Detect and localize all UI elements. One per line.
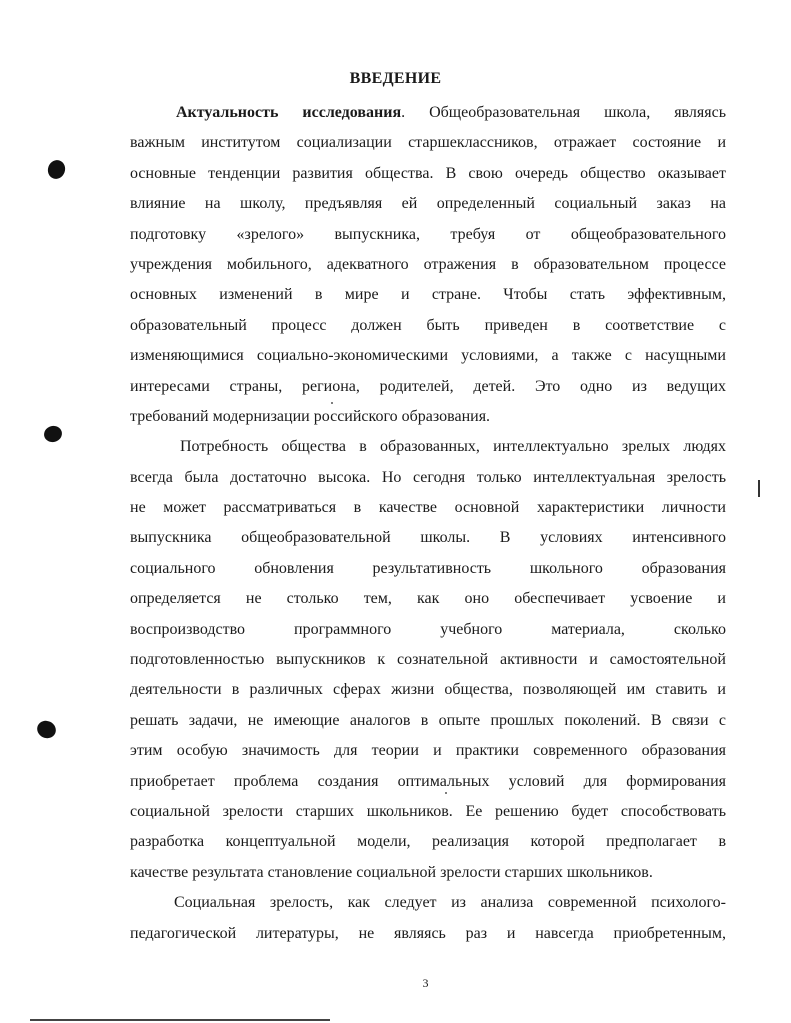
text-line: воспроизводство программного учебного материала, сколько (130, 620, 726, 638)
scan-speck (331, 402, 333, 404)
binding-hole-mark (34, 718, 58, 741)
text-line: интересами страны, региона, родителей, детей. Это одно из ведущих (130, 377, 726, 395)
text-line: не может рассматриваться в качестве основной характеристики личности (130, 499, 726, 517)
text-line: Социальная зрелость, как следует из анализа современной психолого- (174, 894, 726, 912)
text-line: всегда была достаточно высока. Но сегодня только интеллектуальная зрелость (130, 468, 726, 486)
text-line: влияние на школу, предъявляя ей определенный социальный заказ на (130, 195, 726, 213)
text-line: важным институтом социализации старшеклассников, отражает состояние и (130, 134, 726, 152)
text-line: Потребность общества в образованных, интеллектуально зрелых людях (180, 438, 726, 456)
text-line: приобретает проблема создания оптимальных условий для формирования (130, 772, 726, 790)
binding-hole-mark (45, 158, 67, 182)
text-line: решать задачи, не имеющие аналогов в опыте прошлых поколений. В связи с (130, 711, 726, 729)
text-line: качестве результата становление социальной зрелости старших школьников. (130, 863, 653, 881)
text-line: выпускника общеобразовательной школы. В условиях интенсивного (130, 529, 726, 547)
paragraph-relevance (130, 98, 726, 432)
text-line: основные тенденции развития общества. В свою очередь общество оказывает (130, 164, 726, 182)
text-line: учреждения мобильного, адекватного отражения в образовательном процессе (130, 255, 726, 273)
lead-phrase: Актуальность исследования (176, 104, 402, 121)
text-line: педагогической литературы, не являясь раз и навсегда приобретенным, (130, 924, 726, 942)
text-line: определяется не столько тем, как оно обеспечивает усвоение и (130, 590, 726, 608)
text-line: деятельности в различных сферах жизни общества, позволяющей им ставить и (130, 681, 726, 699)
text-line: разработка концептуальной модели, реализация которой предполагает в (130, 833, 726, 851)
text-line: основных изменений в мире и стране. Чтобы стать эффективным, (130, 286, 726, 304)
scan-speck (445, 792, 447, 794)
text-line: подготовленностью выпускников к сознательной активности и самостоятельной (130, 651, 726, 669)
paragraph-need (130, 432, 726, 888)
page-number: 3 (422, 976, 429, 990)
lead-rest: . Общеобразовательная школа, являясь (401, 104, 726, 121)
paragraph-first-line (130, 98, 726, 128)
text-line: социальной зрелости старших школьников. Ее решению будет способствовать (130, 802, 726, 820)
body-text (130, 98, 726, 949)
paragraph-social-maturity (130, 888, 726, 949)
binding-hole-mark (42, 424, 64, 444)
text-line: изменяющимися социально-экономическими условиями, а также с насущными (130, 347, 726, 365)
scan-artifact-bar (758, 480, 760, 497)
text-line: подготовку «зрелого» выпускника, требуя от общеобразовательного (130, 225, 726, 243)
text-line: социального обновления результативность школьного образования (130, 559, 726, 577)
scan-edge-line (30, 1019, 330, 1021)
text-line: требований модернизации российского образования. (130, 407, 491, 425)
text-line: этим особую значимость для теории и практики современного образования (130, 742, 726, 760)
page-title: ВВЕДЕНИЕ (349, 70, 442, 87)
text-line: образовательный процесс должен быть приведен в соответствие с (130, 316, 726, 334)
